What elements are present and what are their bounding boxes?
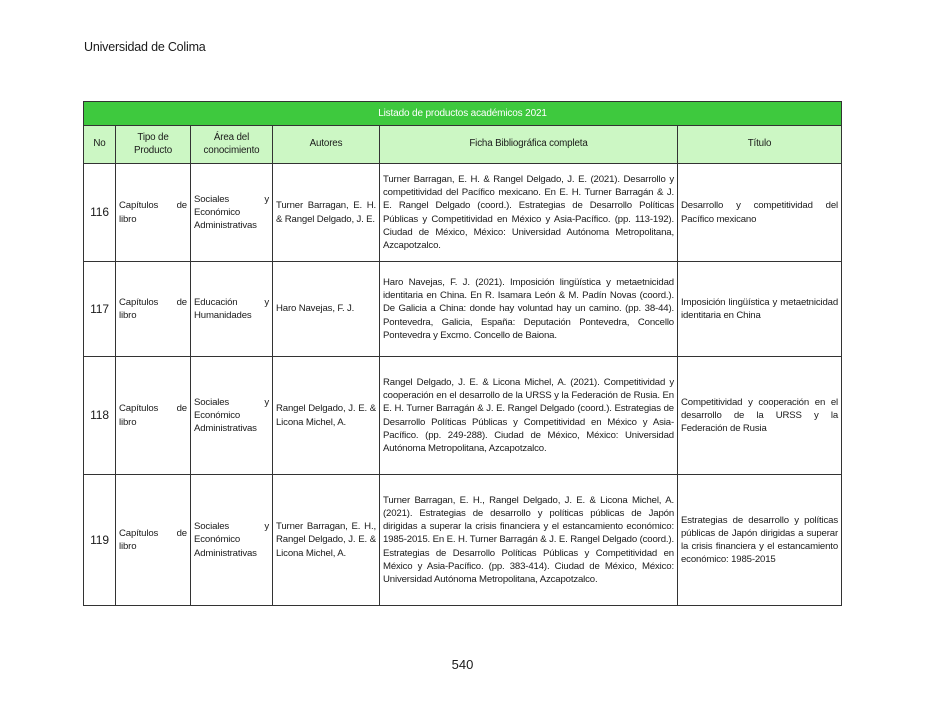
chapter-title: Estrategias de desarrollo y políticas públicas de Japón dirigidas a superar la crisis financiera y el estancamiento económico: 1985-2015 bbox=[678, 475, 842, 606]
authors: Turner Barragan, E. H., Rangel Delgado, J. E. & Licona Michel, A. bbox=[273, 475, 380, 606]
table-title: Listado de productos académicos 2021 bbox=[84, 102, 842, 126]
table-row bbox=[84, 164, 842, 262]
column-header-tipo: Tipo de Producto bbox=[116, 126, 191, 164]
institution-header: Universidad de Colima bbox=[84, 40, 206, 54]
bibliographic-record: Turner Barragan, E. H. & Rangel Delgado, J. E. (2021). Desarrollo y competitividad del Pacífico mexicano. En E. H. Turner Barragán & J. E. Rangel Delgado (coord.). Estrategias de Desarrollo Políticas Públicas y Competitividad en México y Asia-Pacífico. (pp. 113-192). Ciudad de México, México: Universidad Autónoma Metropolitana, Azcapotzalco. bbox=[380, 164, 678, 262]
product-type: Capítulos de libro bbox=[116, 164, 191, 262]
knowledge-area: Sociales y Económico Administrativas bbox=[191, 164, 273, 262]
column-header-no: No bbox=[84, 126, 116, 164]
row-number: 118 bbox=[84, 357, 116, 475]
product-type: Capítulos de libro bbox=[116, 262, 191, 357]
column-header-titulo: Título bbox=[678, 126, 842, 164]
row-number: 116 bbox=[84, 164, 116, 262]
product-type: Capítulos de libro bbox=[116, 475, 191, 606]
table-row bbox=[84, 262, 842, 357]
column-header-area: Área del conocimiento bbox=[191, 126, 273, 164]
chapter-title: Competitividad y cooperación en el desarrollo de la URSS y la Federación de Rusia bbox=[678, 357, 842, 475]
authors: Rangel Delgado, J. E. & Licona Michel, A. bbox=[273, 357, 380, 475]
authors: Turner Barragan, E. H. & Rangel Delgado, J. E. bbox=[273, 164, 380, 262]
bibliographic-record: Haro Navejas, F. J. (2021). Imposición lingüística y metaetnicidad identitaria en China. En R. Isamara León & M. Padín Novas (coord.). De Galicia a China: donde hay voluntad hay un camino. (pp. 38-44). Pontevedra, Galicia, España: Deputación Pontevedra, Concello Pontevedra y Excmo. Concello de Baiona. bbox=[380, 262, 678, 357]
column-header-ficha: Ficha Bibliográfica completa bbox=[380, 126, 678, 164]
chapter-title: Desarrollo y competitividad del Pacífico mexicano bbox=[678, 164, 842, 262]
bibliographic-record: Turner Barragan, E. H., Rangel Delgado, J. E. & Licona Michel, A. (2021). Estrategias de desarrollo y políticas públicas de Japón dirigidas a superar la crisis financiera y el estancamiento económico: 1985-2015. En E. H. Turner Barragán & J. E. Rangel Delgado (coord.). Estrategias de Desarrollo Políticas Públicas y Competitividad en México y Asia-Pacífico. (pp. 383-414). Ciudad de México, México: Universidad Autónoma Metropolitana, Azcapotzalco. bbox=[380, 475, 678, 606]
row-number: 119 bbox=[84, 475, 116, 606]
knowledge-area: Sociales y Económico Administrativas bbox=[191, 475, 273, 606]
page-number: 540 bbox=[451, 657, 474, 672]
column-header-autores: Autores bbox=[273, 126, 380, 164]
table-row bbox=[84, 475, 842, 606]
product-type: Capítulos de libro bbox=[116, 357, 191, 475]
authors: Haro Navejas, F. J. bbox=[273, 262, 380, 357]
chapter-title: Imposición lingüística y metaetnicidad identitaria en China bbox=[678, 262, 842, 357]
table-row bbox=[84, 357, 842, 475]
bibliographic-record: Rangel Delgado, J. E. & Licona Michel, A. (2021). Competitividad y cooperación en el desarrollo de la URSS y la Federación de Rusia. En E. H. Turner Barragán & J. E. Rangel Delgado (coord.). Estrategias de Desarrollo Políticas Públicas y Competitividad en México y Asia-Pacífico. (pp. 249-288). Ciudad de México, México: Universidad Autónoma Metropolitana, Azcapotzalco. bbox=[380, 357, 678, 475]
row-number: 117 bbox=[84, 262, 116, 357]
knowledge-area: Sociales y Económico Administrativas bbox=[191, 357, 273, 475]
knowledge-area: Educación y Humanidades bbox=[191, 262, 273, 357]
products-table bbox=[83, 101, 842, 606]
